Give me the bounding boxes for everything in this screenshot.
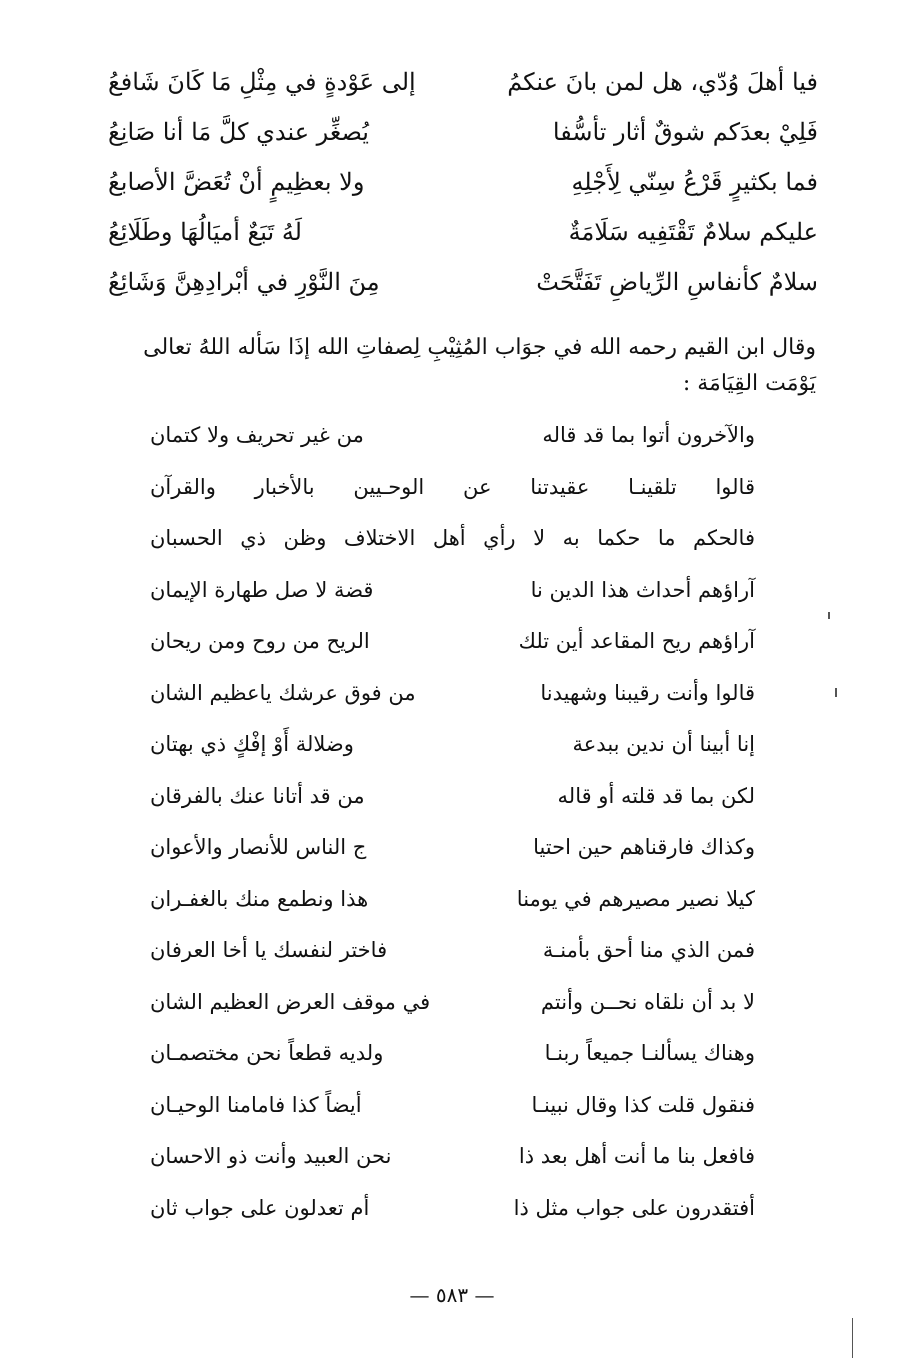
verse-right-hemistich: فما بكثيرٍ قَرْعُ سِنّي لِأَجْلِهِ (571, 168, 818, 196)
verse-right-hemistich: عليكم سلامٌ تَقْتَفِيه سَلَامَةٌ (568, 218, 818, 246)
verse-left-hemistich: فاختر لنفسك يا أخا العرفان (150, 938, 388, 962)
verse-line (150, 732, 755, 784)
verse-left-hemistich: من غير تحريف ولا كتمان (150, 423, 364, 447)
verse-right-hemistich: فنقول قلت كذا وقال نبينـا (531, 1092, 755, 1117)
scan-mark (852, 1318, 853, 1358)
verse-line (108, 218, 818, 268)
verse-right-hemistich: آراؤهم ريح المقاعد أين تلك (518, 629, 755, 653)
verse-right-hemistich: سلامٌ كأنفاسِ الرِّياضِ تَفَتَّحَتْ (536, 268, 818, 296)
verse-line (150, 1144, 755, 1196)
verse-line (150, 681, 755, 733)
scan-mark (835, 688, 837, 697)
verse-right-hemistich: فَلِيْ بعدَكم شوقٌ أثار تأسُّفا (552, 118, 818, 146)
verse-right-hemistich: والآخرون أتوا بما قد قاله (542, 423, 755, 447)
prose-intro: وقال ابن القيم رحمه الله في جوَاب المُثِيْبِ لِصفاتِ الله إذَا سَأله اللهُ تعالى يَوْمَت القِيَامَة : (143, 335, 816, 396)
verse-line (150, 1041, 755, 1093)
verse-left-hemistich: أيضاً كذا فامامنا الوحيـان (150, 1092, 362, 1117)
verse-left-hemistich: ولا بعظِيمٍ أنْ تُعَضَّ الأصابعُ (108, 168, 365, 196)
poem-top (108, 68, 818, 318)
verse-right-hemistich: لا بد أن نلقاه نحــن وأنتم (540, 989, 755, 1014)
verse-left-hemistich: من قد أتانا عنك بالفرقان (150, 783, 365, 808)
verse-left-hemistich: لَهُ تَبَعٌ أميَالُهَا وطَلَائِعُ (108, 218, 302, 246)
verse-right-hemistich: فيا أهلَ وُدّي، هل لمن بانَ عنكمُ (507, 68, 818, 96)
verse-left-hemistich: الريح من روح ومن ريحان (150, 629, 370, 653)
verse-right-hemistich: آراؤهم أحداث هذا الدين نا (530, 577, 755, 602)
verse-left-hemistich: إلى عَوْدةٍ في مِثْلِ مَا كَانَ شَافعُ (108, 68, 416, 96)
verse-line (150, 784, 755, 836)
verse-left-hemistich: في موقف العرض العظيم الشان (150, 989, 431, 1014)
verse-right-hemistich: فمن الذي منا أحق بأمنـة (542, 938, 755, 962)
verse-right-hemistich: لكن بما قد قلته أو قاله (557, 783, 755, 808)
verse-line (150, 1196, 755, 1248)
verse-line (150, 578, 755, 630)
verse-right-hemistich: وكذاك فارقناهم حين احتيا (533, 835, 755, 859)
verse-left-hemistich: ج الناس للأنصار والأعوان (150, 835, 367, 859)
verse-full-line: فالحكم ما حكما به لا رأي أهل الاختلاف وظن ذي الحسبان (150, 526, 755, 550)
verse-full-line: قالوا تلقينـا عقيدتنا عن الوحـيين بالأخبار والقرآن (150, 474, 755, 499)
page-number: — ٥٨٣ — (409, 1283, 495, 1307)
verse-left-hemistich: قضة لا صل طهارة الإيمان (150, 577, 374, 602)
verse-left-hemistich: نحن العبيد وأنت ذو الاحسان (150, 1144, 392, 1168)
verse-left-hemistich: يُصغِّر عندي كلَّ مَا أنا صَانِعُ (108, 118, 369, 146)
verse-line (150, 835, 755, 887)
verse-right-hemistich: وهناك يسألنـا جميعاً ربنـا (544, 1041, 755, 1065)
verse-right-hemistich: كيلا نصير مصيرهم في يومنا (516, 886, 755, 911)
verse-line (150, 629, 755, 681)
verse-left-hemistich: ولديه قطعاً نحن مختصمـان (150, 1041, 384, 1065)
verse-left-hemistich: من فوق عرشك ياعظيم الشان (150, 680, 416, 705)
scan-mark (828, 612, 830, 619)
verse-right-hemistich: أفتقدرون على جواب مثل ذا (513, 1195, 755, 1220)
verse-line (150, 938, 755, 990)
verse-right-hemistich: إنا أبينا أن ندين ببدعة (572, 732, 755, 756)
verse-left-hemistich: هذا ونطمع منك بالغفـران (150, 886, 369, 911)
verse-left-hemistich: مِنَ النَّوْرِ في أبْرادِهِنَّ وَشَائِعُ (108, 268, 380, 296)
verse-line (108, 118, 818, 168)
verse-line (150, 990, 755, 1042)
verse-line (150, 887, 755, 939)
verse-line (108, 168, 818, 218)
verse-line (150, 1093, 755, 1145)
verse-line (150, 526, 755, 578)
poem-main (150, 423, 755, 1247)
verse-left-hemistich: أم تعدلون على جواب ثان (150, 1195, 370, 1220)
verse-line (108, 68, 818, 118)
verse-line (150, 475, 755, 527)
verse-line (108, 268, 818, 318)
verse-left-hemistich: وضلالة أَوْ إفْكٍ ذي بهتان (150, 732, 354, 756)
verse-right-hemistich: فافعل بنا ما أنت أهل بعد ذا (518, 1144, 755, 1168)
verse-line (150, 423, 755, 475)
verse-right-hemistich: قالوا وأنت رقيبنا وشهيدنا (540, 680, 755, 705)
